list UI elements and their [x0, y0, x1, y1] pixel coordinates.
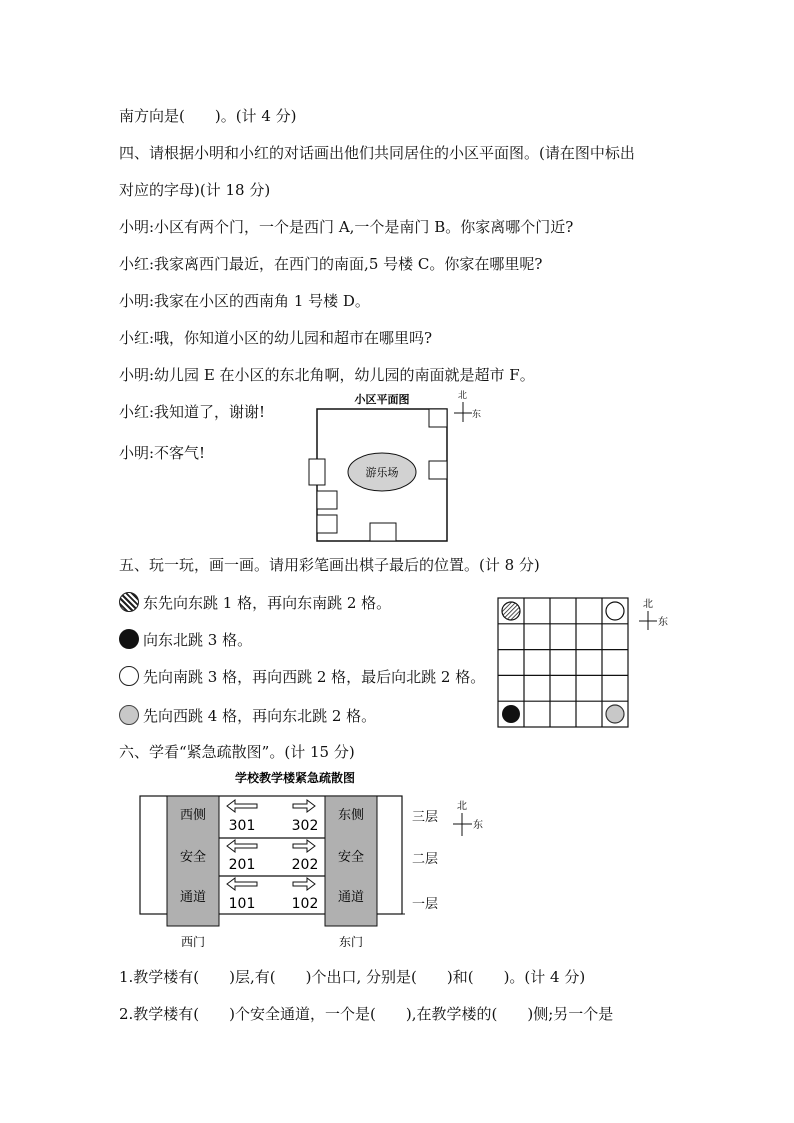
floor-label: 三层 — [412, 810, 439, 825]
dialogue-line: 小红:哦，你知道小区的幼儿园和超市在哪里吗? — [119, 329, 433, 347]
community-map — [300, 388, 480, 548]
room-label: 202 — [291, 857, 319, 873]
dialogue-line: 小明:不客气! — [119, 444, 206, 462]
question-2: 2.教学楼有( )个安全通道，一个是( ),在教学楼的( )侧;另一个是 — [119, 1005, 614, 1023]
map-building — [429, 409, 447, 427]
map-building — [309, 459, 325, 485]
rule-gray: 先向西跳 4 格，再向东北跳 2 格。 — [119, 705, 376, 726]
room-label: 201 — [228, 857, 256, 873]
room-label: 301 — [228, 818, 256, 834]
west-arrow-icon — [227, 878, 257, 890]
section-5-title: 五、玩一玩，画一画。请用彩笔画出棋子最后的位置。(计 8 分) — [119, 556, 540, 574]
west-arrow-icon — [227, 800, 257, 812]
section-4-title: 四、请根据小明和小红的对话画出他们共同居住的小区平面图。(请在图中标出 — [119, 144, 635, 162]
map-title: 小区平面图 — [354, 393, 410, 406]
dialogue-line: 小红:我知道了，谢谢! — [119, 403, 266, 421]
chess-grid — [496, 596, 686, 732]
map-building — [317, 491, 337, 509]
question-1: 1.教学楼有( )层,有( )个出口, 分别是( )和( )。(计 4 分) — [119, 968, 586, 986]
evacuation-diagram — [135, 766, 505, 956]
hatched-piece-icon — [119, 592, 139, 612]
gray-piece-icon — [119, 705, 139, 725]
east-label: 安全 — [337, 850, 365, 865]
room-label: 302 — [291, 818, 319, 834]
line-0: 南方向是( )。(计 4 分) — [119, 107, 297, 125]
room-label: 102 — [291, 896, 319, 912]
map-building — [370, 523, 396, 541]
west-label: 通道 — [179, 890, 207, 905]
east-arrow-icon — [293, 840, 315, 852]
east-gate-label: 东门 — [338, 935, 364, 949]
west-arrow-icon — [227, 840, 257, 852]
black-piece — [502, 705, 520, 723]
room-label: 101 — [228, 896, 256, 912]
east-label: 通道 — [337, 890, 365, 905]
hatched-piece — [502, 602, 520, 620]
gray-piece — [606, 705, 624, 723]
evac-title: 学校教学楼紧急疏散图 — [234, 771, 356, 785]
white-piece — [606, 602, 624, 620]
rule-black: 向东北跳 3 格。 — [119, 629, 252, 650]
dialogue-line: 小红:我家离西门最近，在西门的南面,5 号楼 C。你家在哪里呢? — [119, 255, 543, 273]
dialogue-line: 小明:幼儿园 E 在小区的东北角啊，幼儿园的南面就是超市 F。 — [119, 366, 535, 384]
compass-east: 东 — [472, 410, 482, 420]
dialogue-line: 小明:我家在小区的西南角 1 号楼 D。 — [119, 292, 370, 310]
east-arrow-icon — [293, 800, 315, 812]
map-building — [317, 515, 337, 533]
section-4-title-cont: 对应的字母)(计 18 分) — [119, 181, 271, 199]
rule-hatched: 东先向东跳 1 格，再向东南跳 2 格。 — [119, 592, 391, 613]
compass-east: 东 — [658, 617, 668, 628]
east-arrow-icon — [293, 878, 315, 890]
compass-east: 东 — [473, 820, 483, 831]
east-label: 东侧 — [337, 808, 365, 823]
dialogue-line: 小明:小区有两个门，一个是西门 A,一个是南门 B。你家离哪个门近? — [119, 218, 574, 236]
map-building — [429, 461, 447, 479]
section-6-title: 六、学看“紧急疏散图”。(计 15 分) — [119, 743, 355, 761]
playground-label: 游乐场 — [365, 466, 399, 479]
west-label: 安全 — [179, 850, 207, 865]
black-piece-icon — [119, 629, 139, 649]
rule-white: 先向南跳 3 格，再向西跳 2 格，最后向北跳 2 格。 — [119, 666, 485, 687]
compass-north: 北 — [643, 599, 653, 610]
west-label: 西侧 — [179, 808, 207, 823]
west-gate-label: 西门 — [180, 935, 206, 949]
floor-label: 一层 — [412, 897, 439, 912]
floor-label: 二层 — [412, 852, 439, 867]
compass-north: 北 — [458, 391, 468, 401]
white-piece-icon — [119, 666, 139, 686]
compass-north: 北 — [457, 801, 467, 812]
